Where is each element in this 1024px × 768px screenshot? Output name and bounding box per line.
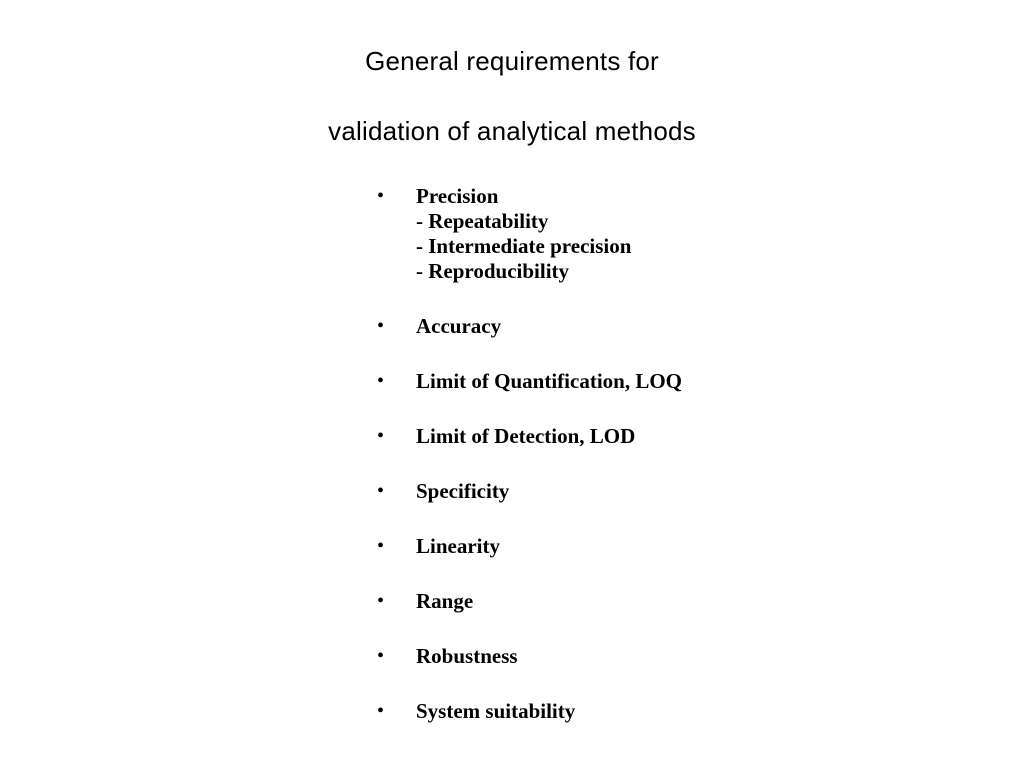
item-label: Linearity: [416, 534, 500, 558]
bullet-icon: •: [377, 370, 385, 392]
bullet-icon: •: [377, 315, 385, 337]
list-item-loq: [374, 369, 934, 394]
subitem-intermediate-precision: - Intermediate precision: [416, 234, 632, 258]
list-item-system-suitability: [374, 699, 934, 724]
subitem-repeatability: - Repeatability: [416, 209, 549, 233]
list-item-range: [374, 589, 934, 614]
list-item-accuracy: [374, 314, 934, 339]
bullet-icon: •: [377, 480, 385, 502]
item-label: Precision: [416, 184, 499, 208]
bullet-icon: •: [377, 535, 385, 557]
subitem-reproducibility: - Reproducibility: [416, 259, 570, 283]
list-item-robustness: [374, 644, 934, 669]
item-label: Range: [416, 589, 474, 613]
item-label: Limit of Quantification, LOQ: [416, 369, 683, 393]
slide-title-line-2: validation of analytical methods: [328, 116, 696, 146]
bullet-icon: •: [377, 590, 385, 612]
list-item-linearity: [374, 534, 934, 559]
requirements-list: [374, 184, 934, 754]
item-label: Limit of Detection, LOD: [416, 424, 636, 448]
slide-title-line-1: General requirements for: [365, 46, 659, 76]
item-label: System suitability: [416, 699, 576, 723]
item-label: Specificity: [416, 479, 510, 503]
list-item-precision: [374, 184, 934, 284]
list-item-specificity: [374, 479, 934, 504]
list-item-lod: [374, 424, 934, 449]
item-label: Accuracy: [416, 314, 502, 338]
item-label: Robustness: [416, 644, 518, 668]
bullet-icon: •: [377, 425, 385, 447]
bullet-icon: •: [377, 700, 385, 722]
bullet-icon: •: [377, 645, 385, 667]
bullet-icon: •: [377, 185, 385, 207]
